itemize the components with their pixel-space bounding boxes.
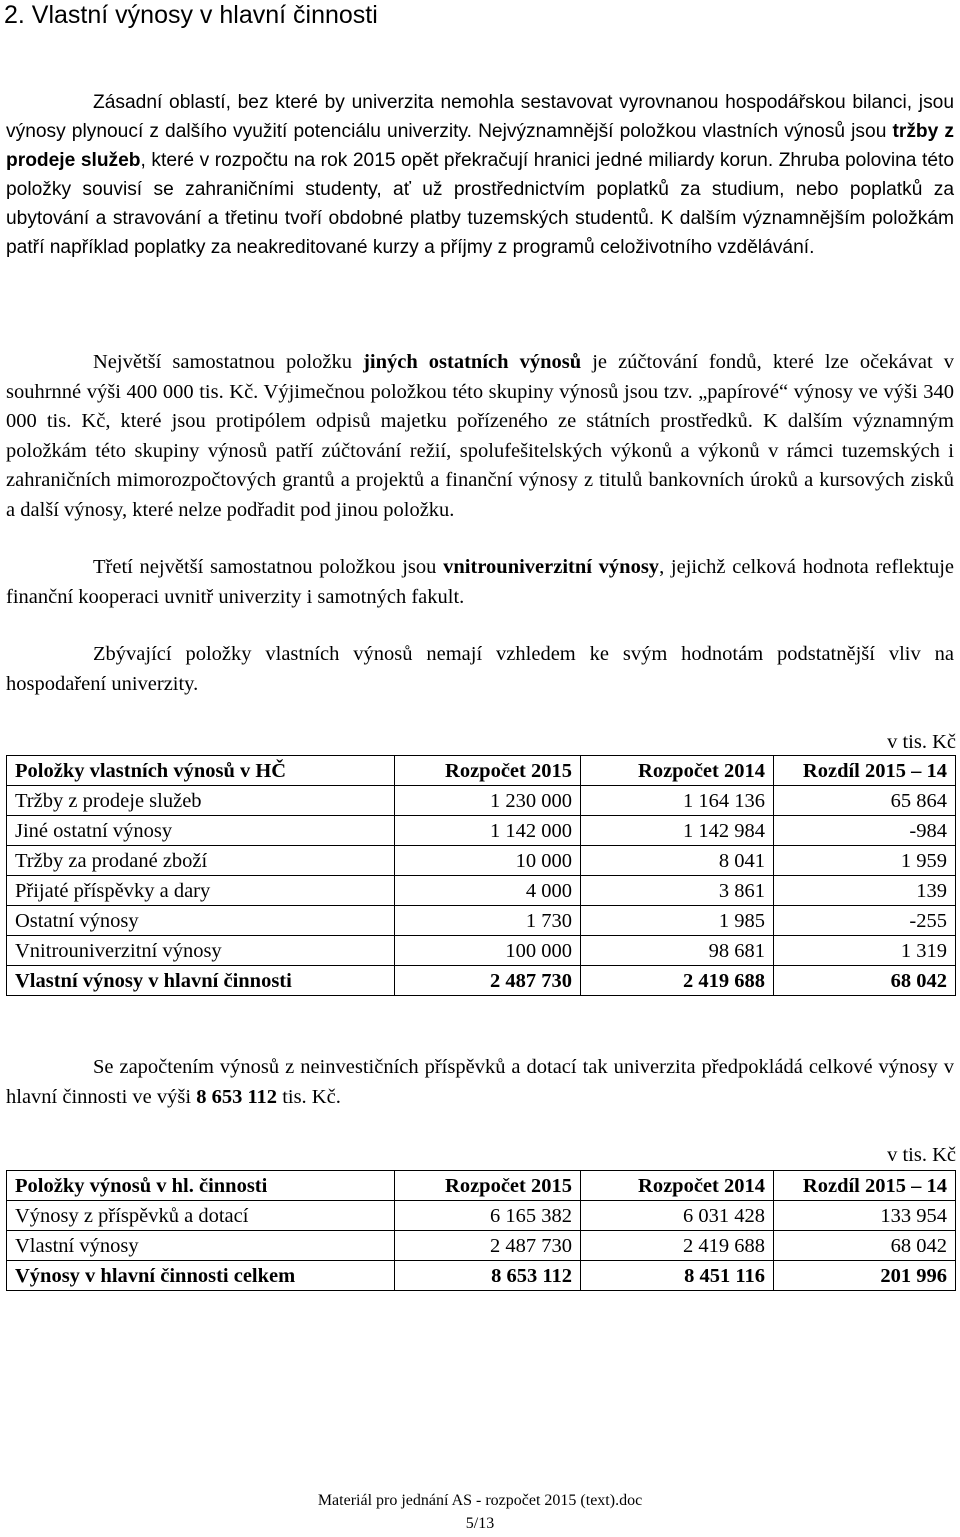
header-cell: Rozdíl 2015 – 14	[774, 1171, 956, 1201]
total-value: 201 996	[774, 1261, 956, 1291]
table-row	[7, 816, 956, 846]
value-cell: 2 419 688	[581, 1231, 774, 1261]
value-cell: 1 164 136	[581, 786, 774, 816]
total-revenue-text-1: Se započtením výnosů z neinvestičních příspěvků a dotací tak univerzita předpokládá celkové výnosy v hlavní činnosti ve výši	[6, 1056, 954, 1108]
header-cell: Položky výnosů v hl. činnosti	[7, 1171, 395, 1201]
total-value: 8 451 116	[581, 1261, 774, 1291]
total-revenue-paragraph	[6, 1053, 954, 1112]
value-cell: 1 959	[774, 846, 956, 876]
row-label: Vlastní výnosy	[7, 1231, 395, 1261]
footer-page-number: 5/13	[465, 1515, 495, 1532]
value-cell: 6 165 382	[395, 1201, 581, 1231]
table-header-row	[7, 1171, 956, 1201]
total-label: Vlastní výnosy v hlavní činnosti	[7, 966, 395, 996]
value-cell: 10 000	[395, 846, 581, 876]
table-row	[7, 1231, 956, 1261]
total-value: 8 653 112	[395, 1261, 581, 1291]
value-cell: 1 142 000	[395, 816, 581, 846]
table-total-row	[7, 1261, 956, 1291]
own-revenue-table	[6, 755, 956, 996]
row-label: Výnosy z příspěvků a dotací	[7, 1201, 395, 1231]
value-cell: 3 861	[581, 876, 774, 906]
value-cell: 2 487 730	[395, 1231, 581, 1261]
table-row	[7, 906, 956, 936]
header-cell: Položky vlastních výnosů v HČ	[7, 756, 395, 786]
table-row	[7, 1201, 956, 1231]
header-cell: Rozpočet 2015	[395, 1171, 581, 1201]
intro-text-2: , které v rozpočtu na rok 2015 opět překračují hranici jedné miliardy korun.	[140, 150, 779, 171]
header-cell: Rozpočet 2015	[395, 756, 581, 786]
table-row	[7, 936, 956, 966]
header-cell: Rozpočet 2014	[581, 756, 774, 786]
internal-revenue-text-2: , jejichž celková hodnota reflektuje finanční kooperaci uvnitř univerzity i samotných fakult.	[6, 556, 955, 608]
value-cell: 1 319	[774, 936, 956, 966]
header-cell: Rozpočet 2014	[581, 1171, 774, 1201]
value-cell: 1 730	[395, 906, 581, 936]
value-cell: 1 230 000	[395, 786, 581, 816]
row-label: Tržby za prodané zboží	[7, 846, 395, 876]
table-total-row	[7, 966, 956, 996]
value-cell: 4 000	[395, 876, 581, 906]
value-cell: -255	[774, 906, 956, 936]
table-row	[7, 786, 956, 816]
value-cell: 98 681	[581, 936, 774, 966]
other-revenue-paragraph	[6, 348, 954, 526]
other-revenue-emphasis: jiných ostatních výnosů	[363, 351, 582, 373]
value-cell: 65 864	[774, 786, 956, 816]
value-cell: 133 954	[774, 1201, 956, 1231]
row-label: Jiné ostatní výnosy	[7, 816, 395, 846]
remaining-items-paragraph: Zbývající položky vlastních výnosů nemají vzhledem ke svým hodnotám podstatnější vliv na hospodaření univerzity.	[6, 643, 954, 695]
internal-revenue-emphasis: vnitrouniverzitní výnosy	[443, 556, 660, 578]
value-cell: 68 042	[774, 1231, 956, 1261]
table1-unit-label: v tis. Kč	[887, 731, 956, 753]
value-cell: 139	[774, 876, 956, 906]
table-header-row	[7, 756, 956, 786]
total-revenue-amount: 8 653 112	[196, 1085, 278, 1108]
section-heading: 2. Vlastní výnosy v hlavní činnosti	[4, 1, 378, 29]
intro-text-1: Zásadní oblastí, bez které by univerzita nemohla sestavovat vyrovnanou hospodářskou bilanci, jsou výnosy plynoucí z dalšího využití potenciálu univerzity. Nejvýznamnější položkou vlastních výnosů jsou	[6, 92, 954, 142]
table2-unit-label: v tis. Kč	[887, 1144, 956, 1166]
intro-emphasis: tržby z prodeje služeb	[6, 121, 954, 171]
total-value: 68 042	[774, 966, 956, 996]
other-revenue-text-1: Největší samostatnou položku	[93, 351, 364, 373]
value-cell: 8 041	[581, 846, 774, 876]
row-label: Ostatní výnosy	[7, 906, 395, 936]
table-row	[7, 846, 956, 876]
row-label: Vnitrouniverzitní výnosy	[7, 936, 395, 966]
value-cell: 100 000	[395, 936, 581, 966]
total-revenue-text-2: tis. Kč.	[277, 1085, 341, 1108]
internal-revenue-paragraph	[6, 553, 954, 612]
total-value: 2 419 688	[581, 966, 774, 996]
value-cell: 1 985	[581, 906, 774, 936]
footer-document-name: Materiál pro jednání AS - rozpočet 2015 (text).doc	[317, 1492, 643, 1509]
total-label: Výnosy v hlavní činnosti celkem	[7, 1261, 395, 1291]
table-row	[7, 876, 956, 906]
row-label: Tržby z prodeje služeb	[7, 786, 395, 816]
value-cell: 1 142 984	[581, 816, 774, 846]
intro-text-3: Zhruba polovina této položky souvisí se zahraničními studenty, ať už prostřednictvím poplatků za studium, nebo poplatků za ubytování a stravování a třetinu tvoří obdobné platby tuzemských studentů. K dalším významnějším položkám patří například poplatky za neakreditované kurzy a příjmy z programů celoživotního vzdělávání.	[6, 150, 955, 258]
row-label: Přijaté příspěvky a dary	[7, 876, 395, 906]
value-cell: -984	[774, 816, 956, 846]
internal-revenue-text-1: Třetí největší samostatnou položkou jsou	[93, 556, 444, 578]
main-activity-revenue-table	[6, 1170, 956, 1291]
value-cell: 6 031 428	[581, 1201, 774, 1231]
other-revenue-text-2: je zúčtování fondů, které lze očekávat v souhrnné výši 400 000 tis. Kč. Výjimečnou položkou této skupiny výnosů jsou tzv. „papírové“ výnosy ve výši 340 000 tis. Kč, které jsou protipólem odpisů majetku pořízeného ze státních prostředků. K dalším významným položkám této skupiny výnosů patří zúčtování režií, spolufešitelských výkonů a výkonů v rámci tuzemských i zahraničních mimorozpočtových grantů a projektů a finanční výnosy z titulů bankovních úroků a kursových zisků a další výnosy, které nelze podřadit pod jinou položku.	[6, 351, 955, 521]
total-value: 2 487 730	[395, 966, 581, 996]
header-cell: Rozdíl 2015 – 14	[774, 756, 956, 786]
intro-paragraph	[6, 88, 954, 262]
